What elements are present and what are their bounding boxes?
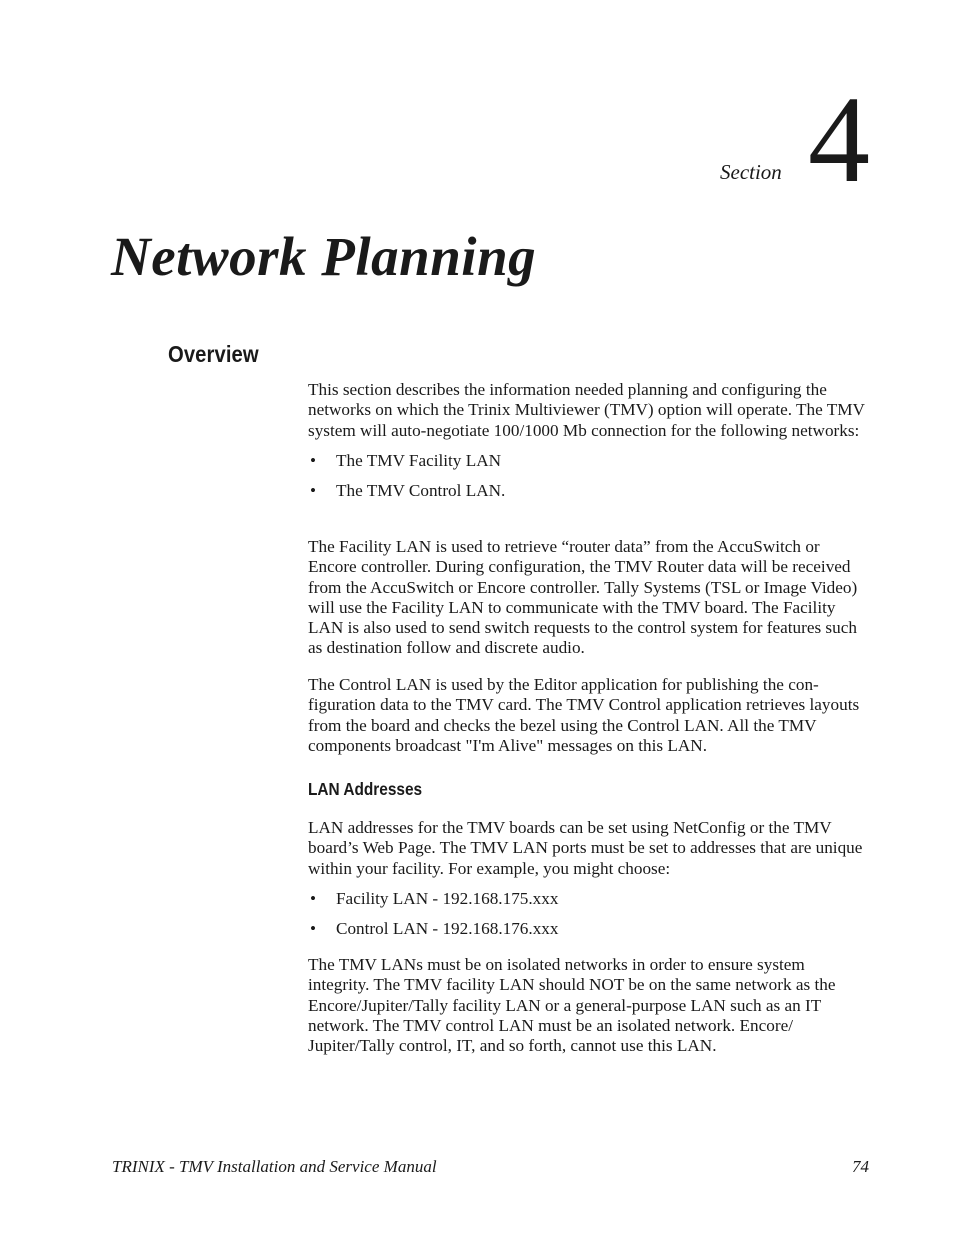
section-label: Section: [720, 160, 782, 184]
bullet-icon: •: [310, 450, 317, 470]
control-lan-paragraph: The Control LAN is used by the Editor application for publishing the configuration data to the TMV card. The TMV Control application retrieves layouts from the board and checks the bezel using the Control LAN. All the TMV components broadcast "I'm Alive" messages on this LAN.: [308, 675, 860, 755]
list-item-text: The TMV Control LAN.: [336, 480, 506, 500]
bullet-icon: •: [310, 918, 317, 938]
facility-lan-paragraph-block: [308, 537, 870, 659]
lan-list: [308, 451, 870, 511]
list-item: [308, 481, 870, 511]
facility-lan-paragraph: The Facility LAN is used to retrieve “router data” from the AccuSwitch or Encore controller. During configuration, the TMV Router data will be received from the AccuSwitch or Encore controller. Tally Systems (TSL or Image Video) will use the Facility LAN to communicate with the TMV board. The Facility LAN is also used to send switch requests to the control system for features such as destination follow and discrete audio.: [308, 537, 858, 658]
bullet-icon: •: [310, 480, 317, 500]
lan-addresses-intro-paragraph: LAN addresses for the TMV boards can be set using NetConfig or the TMV board’s Web Page. The TMV LAN ports must be set to addresses that are unique within your facility. For example, you might choose:: [308, 818, 863, 878]
overview-body: [308, 380, 870, 511]
footer-page-number: 74: [852, 1157, 869, 1176]
isolated-networks-paragraph: The TMV LANs must be on isolated networks in order to ensure system integrity. The TMV facility LAN should NOT be on the same network as the Encore/Jupiter/Tally facility LAN or a general-purpose LAN such as an IT network. The TMV control LAN must be an isolated network. Encore/ Jupiter/Tally control, IT, and so forth, cannot use this LAN.: [308, 955, 836, 1056]
isolated-networks-paragraph-block: [308, 955, 870, 1056]
list-item: [308, 451, 870, 481]
bullet-icon: •: [310, 888, 317, 908]
list-item-text: Facility LAN - 192.168.175.xxx: [336, 888, 559, 908]
overview-heading: Overview: [168, 341, 259, 367]
chapter-title: Network Planning: [111, 226, 537, 287]
list-item-text: Control LAN - 192.168.176.xxx: [336, 918, 559, 938]
list-item: [308, 919, 870, 949]
lan-addresses-body: [308, 818, 870, 949]
address-list: [308, 889, 870, 949]
control-lan-paragraph-block: [308, 675, 870, 756]
lan-addresses-heading: LAN Addresses: [308, 779, 423, 799]
list-item: [308, 889, 870, 919]
footer-manual-title: TRINIX - TMV Installation and Service Manual: [112, 1157, 437, 1176]
section-number: 4: [808, 71, 870, 208]
list-item-text: The TMV Facility LAN: [336, 450, 502, 470]
overview-intro-paragraph: This section describes the information needed planning and configuring the networks on which the Trinix Multiviewer (TMV) option will operate. The TMV system will auto-negotiate 100/1000 Mb connection for the following networks:: [308, 380, 865, 440]
